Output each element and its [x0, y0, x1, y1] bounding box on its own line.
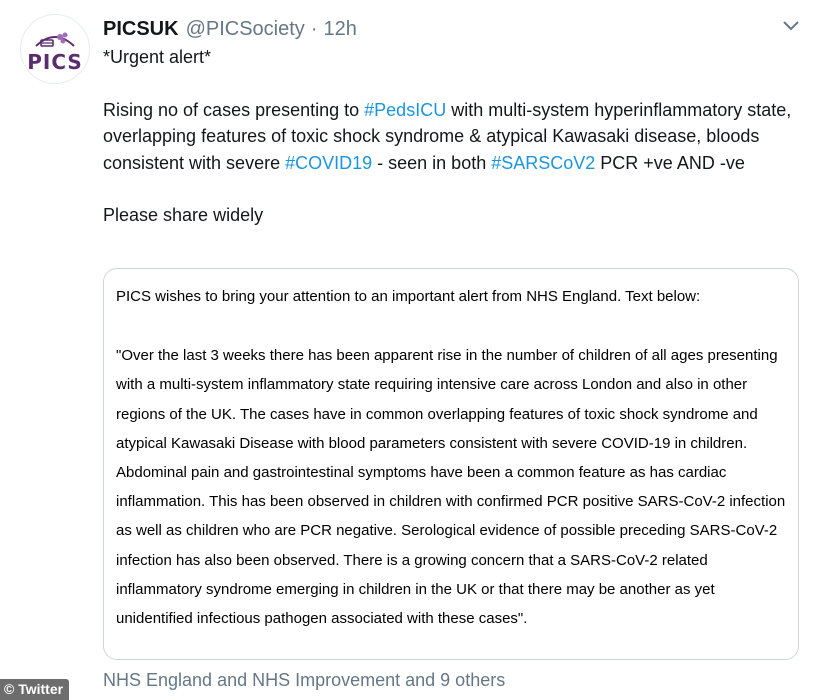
tweet-paragraph-main — [103, 97, 803, 177]
attached-image-card[interactable] — [103, 268, 799, 660]
hashtag-covid19[interactable]: #COVID19 — [285, 152, 373, 173]
hashtag-pedsicu[interactable]: #PedsICU — [364, 99, 447, 120]
tweet-text-segment: with multi-system hyperinflammatory state, overlapping features of toxic shock syndrome & atypical Kawasaki disease, bloods consistent with severe — [103, 99, 792, 173]
twitter-watermark: © Twitter — [0, 679, 69, 700]
chevron-down-icon — [783, 21, 799, 31]
pics-logo-icon — [32, 26, 78, 50]
tweet-text-segment: PCR +ve AND -ve — [595, 152, 745, 173]
tweet-text-segment: - seen in both — [372, 152, 492, 173]
tagged-accounts-link[interactable]: NHS England and NHS Improvement and 9 others — [103, 670, 506, 690]
avatar[interactable] — [20, 14, 90, 84]
tweet-text-segment: Rising no of cases presenting to — [103, 99, 365, 120]
tweet-timestamp[interactable]: 12h — [323, 17, 357, 40]
avatar-logo-text: PICS — [27, 50, 83, 74]
more-options-button[interactable] — [778, 16, 804, 36]
account-handle[interactable]: @PICSociety — [185, 17, 305, 40]
card-intro-text: PICS wishes to bring your attention to an important alert from NHS England. Text below: — [116, 288, 701, 305]
tweet-text — [103, 44, 803, 229]
tweet-line-share: Please share widely — [103, 205, 264, 225]
account-name[interactable]: PICSUK — [103, 17, 179, 40]
tweet-line-urgent: *Urgent alert* — [103, 47, 212, 67]
card-quote-text: "Over the last 3 weeks there has been apparent rise in the number of children of all ages presenting with a multi-system inflammatory state requiring intensive care across London and also in other regions of the UK. The cases have in common overlapping features of toxic shock syndrome and atypical Kawasaki Disease with blood parameters consistent with severe COVID-19 in children. Abdominal pain and gastrointestinal symptoms have been a common feature as has cardiac inflammation. This has been observed in children with confirmed PCR positive SARS-CoV-2 infection as well as children who are PCR negative. Serological evidence of possible preceding SARS-CoV-2 infection has also been observed. There is a growing concern that a SARS-CoV-2 related inflammatory syndrome emerging in children in the UK or that there may be another as yet unidentified infectious pathogen associated with these cases". — [116, 347, 786, 628]
tweet-header — [103, 16, 357, 42]
hashtag-sarscov2[interactable]: #SARSCoV2 — [491, 152, 596, 173]
separator-dot: · — [310, 17, 318, 40]
